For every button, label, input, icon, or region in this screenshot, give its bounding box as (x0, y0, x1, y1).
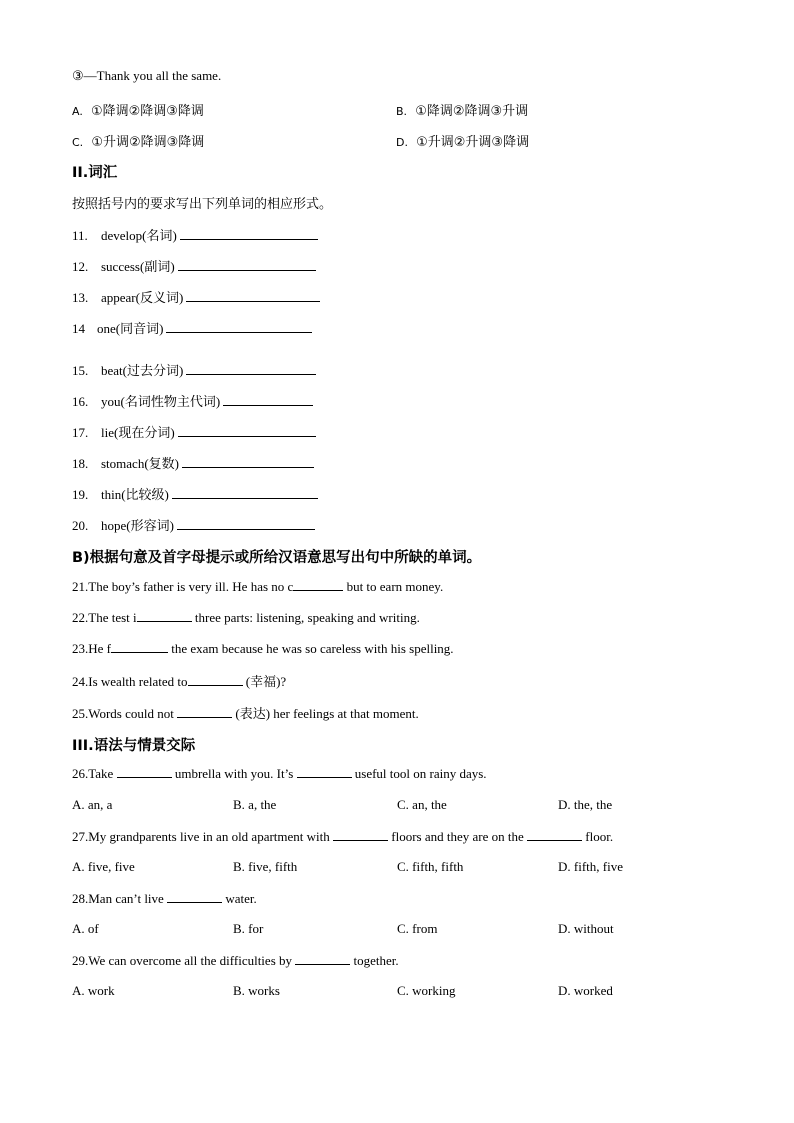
sentence-before: 23.He f (72, 641, 111, 656)
question-10-line3: ③—Thank you all the same. (72, 68, 222, 83)
question-27 (72, 828, 613, 845)
option-letter: A. (72, 105, 83, 118)
question-text: umbrella with you. It’s (171, 766, 297, 781)
item-number: 20. (72, 518, 89, 533)
answer-blank[interactable] (180, 227, 318, 240)
sentence-after: (幸福)? (242, 674, 287, 689)
vocab-item-13 (72, 287, 320, 306)
item-prompt: beat(过去分词) (101, 363, 184, 378)
answer-blank[interactable] (186, 289, 320, 302)
choice-row-28 (0, 921, 794, 941)
item-prompt: lie(现在分词) (101, 425, 175, 440)
option-text: ①升调②升调③降调 (416, 135, 530, 150)
option-b[interactable] (396, 100, 528, 119)
vocab-item-15 (72, 360, 316, 379)
question-text: 29.We can overcome all the difficulties by (72, 953, 296, 968)
choice-b[interactable]: B. works (233, 983, 280, 998)
item-prompt: thin(比较级) (101, 487, 169, 502)
item-number: 17. (72, 425, 89, 440)
choice-d[interactable]: D. without (558, 921, 614, 936)
choice-d[interactable]: D. fifth, five (558, 859, 623, 874)
answer-blank[interactable] (527, 828, 582, 841)
choice-d[interactable]: D. the, the (558, 797, 613, 812)
item-number: 15. (72, 363, 89, 378)
question-text: floors and they are on the (388, 829, 528, 844)
sentence-before: 21.The boy’s father is very ill. He has no c (72, 579, 294, 594)
answer-blank[interactable] (188, 673, 243, 686)
item-number: 11. (72, 228, 88, 243)
vocab-item-14 (72, 318, 312, 337)
item-prompt: stomach(复数) (101, 456, 179, 471)
choice-a[interactable]: A. work (72, 983, 115, 998)
fill-item-25 (72, 703, 419, 722)
answer-blank[interactable] (167, 890, 222, 903)
sentence-after: (表达) her feelings at that moment. (232, 706, 419, 721)
vocab-item-17 (72, 422, 316, 441)
answer-blank[interactable] (186, 362, 316, 375)
item-prompt: success(副词) (101, 259, 175, 274)
question-text: 28.Man can’t live (72, 891, 168, 906)
option-text: ①升调②降调③降调 (91, 135, 205, 150)
answer-blank[interactable] (295, 952, 350, 965)
choice-row-29 (0, 983, 794, 1003)
option-text: ①降调②降调③降调 (90, 104, 204, 119)
vocab-item-20 (72, 515, 315, 534)
question-text: 27.My grandparents live in an old apartment with (72, 829, 334, 844)
sentence-before: 25.Words could not (72, 706, 178, 721)
answer-blank[interactable] (117, 765, 172, 778)
answer-blank[interactable] (177, 517, 315, 530)
option-letter: C. (72, 136, 84, 149)
answer-blank[interactable] (297, 765, 352, 778)
option-c[interactable] (72, 131, 204, 150)
question-28 (72, 890, 257, 907)
choice-c[interactable]: C. fifth, fifth (397, 859, 464, 874)
fill-item-23 (72, 640, 454, 657)
section-title-fill-in: B)根据句意及首字母提示或所给汉语意思写出句中所缺的单词。 (72, 550, 482, 566)
question-26 (72, 765, 487, 782)
question-text: useful tool on rainy days. (351, 766, 487, 781)
answer-blank[interactable] (223, 393, 313, 406)
choice-b[interactable]: B. a, the (233, 797, 277, 812)
section-title-vocabulary: II.词汇 (72, 165, 118, 181)
vocab-item-11 (72, 225, 318, 244)
option-d[interactable] (396, 131, 529, 150)
option-a[interactable] (72, 100, 204, 119)
item-number: 13. (72, 290, 89, 305)
answer-blank[interactable] (137, 609, 192, 622)
choice-row-26 (0, 797, 794, 817)
question-text: 26.Take (72, 766, 117, 781)
sentence-before: 24.Is wealth related to (72, 674, 188, 689)
vocab-item-19 (72, 484, 318, 503)
item-prompt: you(名词性物主代词) (101, 394, 221, 409)
answer-blank[interactable] (178, 258, 316, 271)
item-number: 19. (72, 487, 89, 502)
item-number: 14 (72, 321, 85, 336)
choice-c[interactable]: C. from (397, 921, 438, 936)
sentence-after: but to earn money. (343, 579, 444, 594)
item-number: 18. (72, 456, 89, 471)
choice-a[interactable]: A. five, five (72, 859, 135, 874)
option-text: ①降调②降调③升调 (415, 104, 529, 119)
sentence-after: three parts: listening, speaking and writing. (191, 610, 420, 625)
answer-blank[interactable] (178, 424, 316, 437)
choice-b[interactable]: B. for (233, 921, 264, 936)
answer-blank[interactable] (177, 705, 232, 718)
choice-row-27 (0, 859, 794, 879)
option-letter: D. (396, 136, 408, 149)
vocab-item-16 (72, 391, 313, 410)
choice-a[interactable]: A. of (72, 921, 99, 936)
answer-blank[interactable] (333, 828, 388, 841)
fill-item-24 (72, 671, 286, 690)
sentence-before: 22.The test i (72, 610, 137, 625)
question-text: floor. (582, 829, 614, 844)
choice-a[interactable]: A. an, a (72, 797, 113, 812)
answer-blank[interactable] (182, 455, 314, 468)
option-letter: B. (396, 105, 408, 118)
section-instruction: 按照括号内的要求写出下列单词的相应形式。 (72, 197, 333, 212)
fill-item-21 (72, 578, 443, 595)
question-text: together. (350, 953, 399, 968)
item-prompt: appear(反义词) (101, 290, 184, 305)
choice-b[interactable]: B. five, fifth (233, 859, 298, 874)
choice-c[interactable]: C. working (397, 983, 456, 998)
item-prompt: hope(形容词) (101, 518, 174, 533)
vocab-item-18 (72, 453, 314, 472)
item-number: 12. (72, 259, 89, 274)
item-number: 16. (72, 394, 89, 409)
answer-blank[interactable] (172, 486, 318, 499)
question-29 (72, 952, 399, 969)
question-text: water. (222, 891, 257, 906)
answer-blank[interactable] (166, 320, 312, 333)
section-title-grammar: III.语法与情景交际 (72, 738, 196, 754)
vocab-item-12 (72, 256, 316, 275)
sentence-after: the exam because he was so careless with his spelling. (168, 641, 454, 656)
fill-item-22 (72, 609, 420, 626)
choice-c[interactable]: C. an, the (397, 797, 447, 812)
answer-blank[interactable] (111, 640, 168, 653)
answer-blank[interactable] (293, 578, 343, 591)
choice-d[interactable]: D. worked (558, 983, 613, 998)
item-prompt: develop(名词) (101, 228, 177, 243)
item-prompt: one(同音词) (97, 321, 164, 336)
